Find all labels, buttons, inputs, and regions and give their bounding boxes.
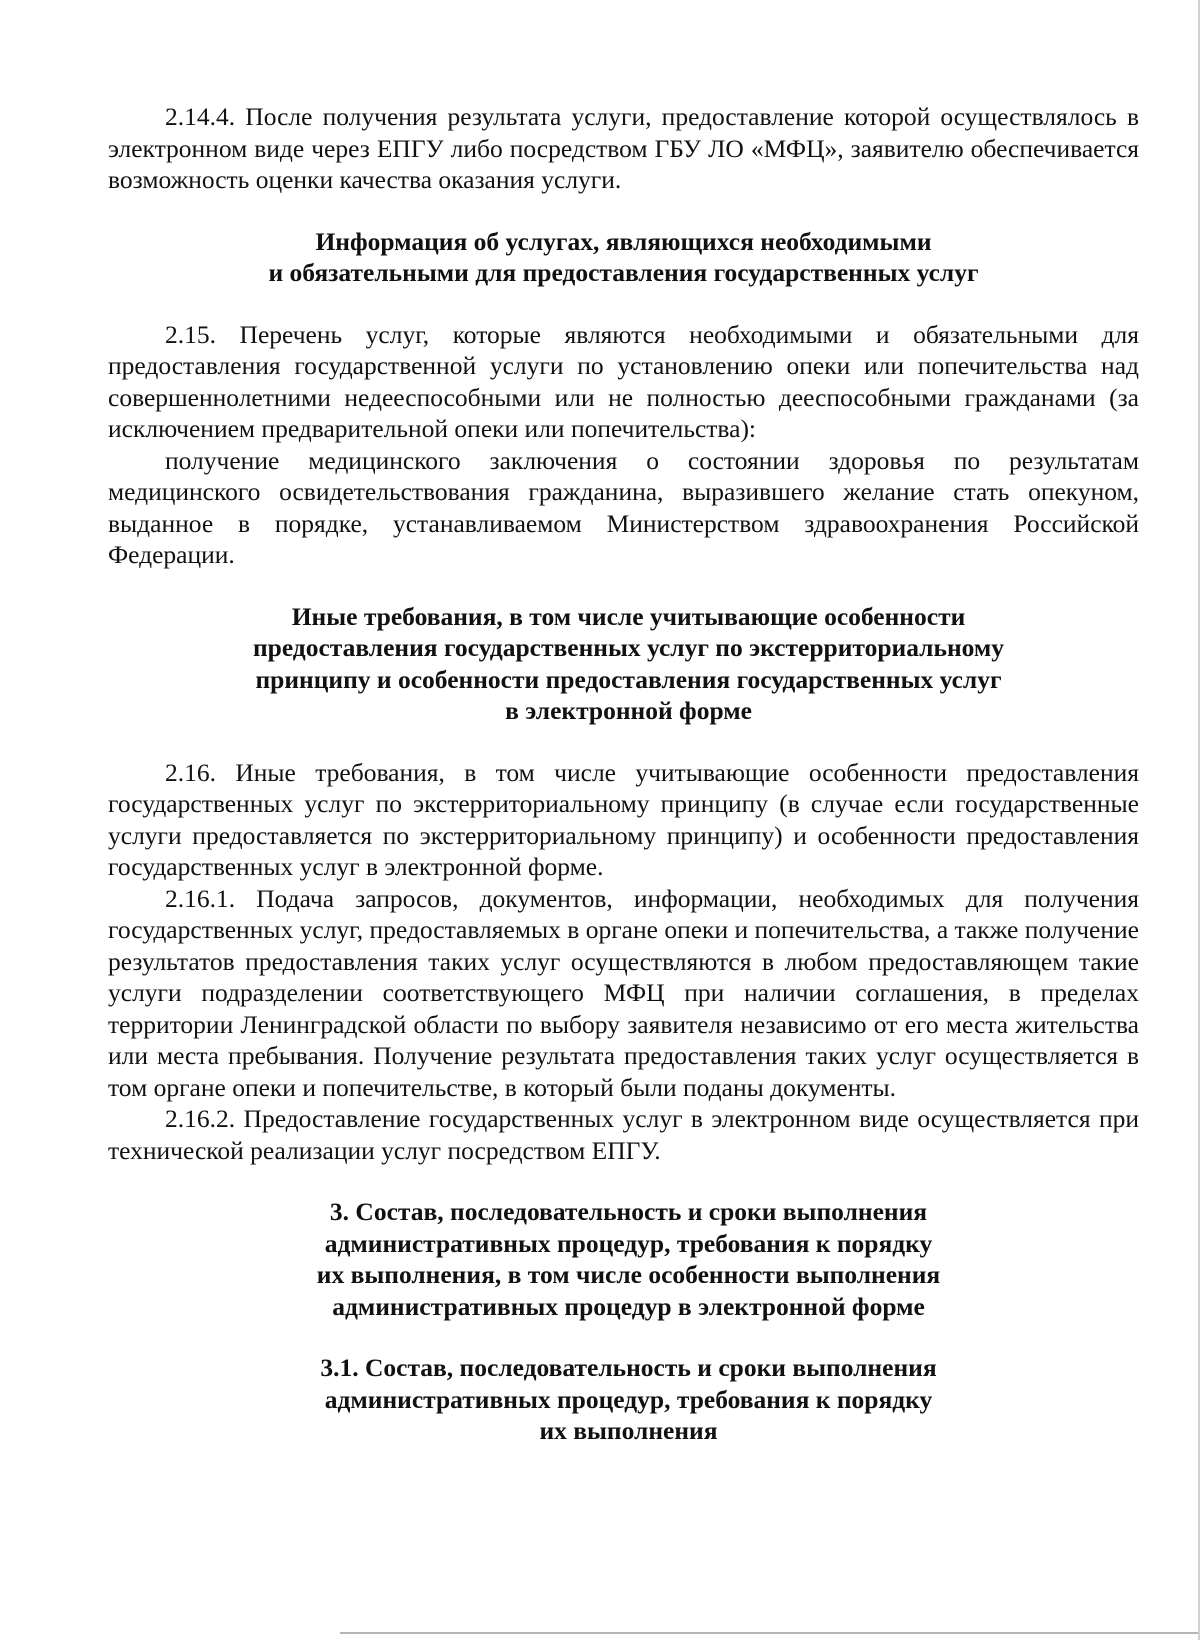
paragraph-2-14-4: 2.14.4. После получения результата услуги, предоставление которой осуществлялось в электронном виде через ЕПГУ либо посредством ГБУ ЛО «МФЦ», заявителю обеспечивается возможность оценки качества оказания услуги. xyxy=(108,102,1139,194)
heading-line: 3.1. Состав, последовательность и сроки выполнения xyxy=(320,1353,937,1382)
paragraph-2-15-item: получение медицинского заключения о состоянии здоровья по результатам медицинского освидетельствования гражданина, выразившего желание стать опекуном, выданное в порядке, устанавливаемом Министерством здравоохранения Российской Федерации. xyxy=(108,445,1139,569)
heading-line: административных процедур в электронной форме xyxy=(332,1291,925,1321)
heading-line: Иные требования, в том числе учитывающие особенности xyxy=(291,601,966,631)
heading-line: их выполнения xyxy=(539,1416,718,1445)
heading-line: административных процедур, требования к порядку xyxy=(324,1384,933,1414)
heading-required-services xyxy=(108,226,1139,289)
document-body xyxy=(108,101,1139,1447)
paragraph-2-16-2: 2.16.2. Предоставление государственных услуг в электронном виде осуществляется при технической реализации услуг посредством ЕПГУ. xyxy=(108,1104,1139,1165)
heading-line: их выполнения, в том числе особенности выполнения xyxy=(316,1260,941,1289)
heading-line: и обязательными для предоставления государственных услуг xyxy=(268,258,979,287)
heading-line: административных процедур, требования к порядку xyxy=(324,1228,933,1258)
heading-line: Информация об услугах, являющихся необходимыми xyxy=(315,226,932,256)
paragraph-2-16: 2.16. Иные требования, в том числе учитывающие особенности предоставления государственных услуг по экстерриториальному принципу (в случае если государственные услуги предоставляется по экстерриториальному принципу) и особенности предоставления государственных услуг в электронной форме. xyxy=(108,757,1139,881)
heading-line: в электронной форме xyxy=(505,696,752,725)
paragraph-2-16-1: 2.16.1. Подача запросов, документов, информации, необходимых для получения государственных услуг, предоставляемых в органе опеки и попечительства, а также получение результатов предоставления таких услуг осуществляются в любом предоставляющем такие услуги подразделении соответствующего МФЦ при наличии соглашения, в пределах территории Ленинградской области по выбору заявителя независимо от его места жительства или места пребывания. Получение результата предоставления таких услуг осуществляется в том органе опеки и попечительстве, в который были поданы документы. xyxy=(108,883,1139,1102)
heading-section-3-1 xyxy=(108,1352,1139,1447)
heading-line: предоставления государственных услуг по экстерриториальному xyxy=(252,633,1005,662)
heading-line: принципу и особенности предоставления государственных услуг xyxy=(255,664,1002,694)
scan-edge-line xyxy=(340,1632,1200,1634)
heading-section-3 xyxy=(108,1196,1139,1322)
paragraph-2-15: 2.15. Перечень услуг, которые являются необходимыми и обязательными для предоставления государственной услуги по установлению опеки или попечительства над совершеннолетними недееспособными или не полностью дееспособными гражданами (за исключением предварительной опеки или попечительства): xyxy=(108,319,1139,443)
heading-other-requirements xyxy=(108,601,1139,727)
heading-line: 3. Состав, последовательность и сроки выполнения xyxy=(329,1197,928,1226)
